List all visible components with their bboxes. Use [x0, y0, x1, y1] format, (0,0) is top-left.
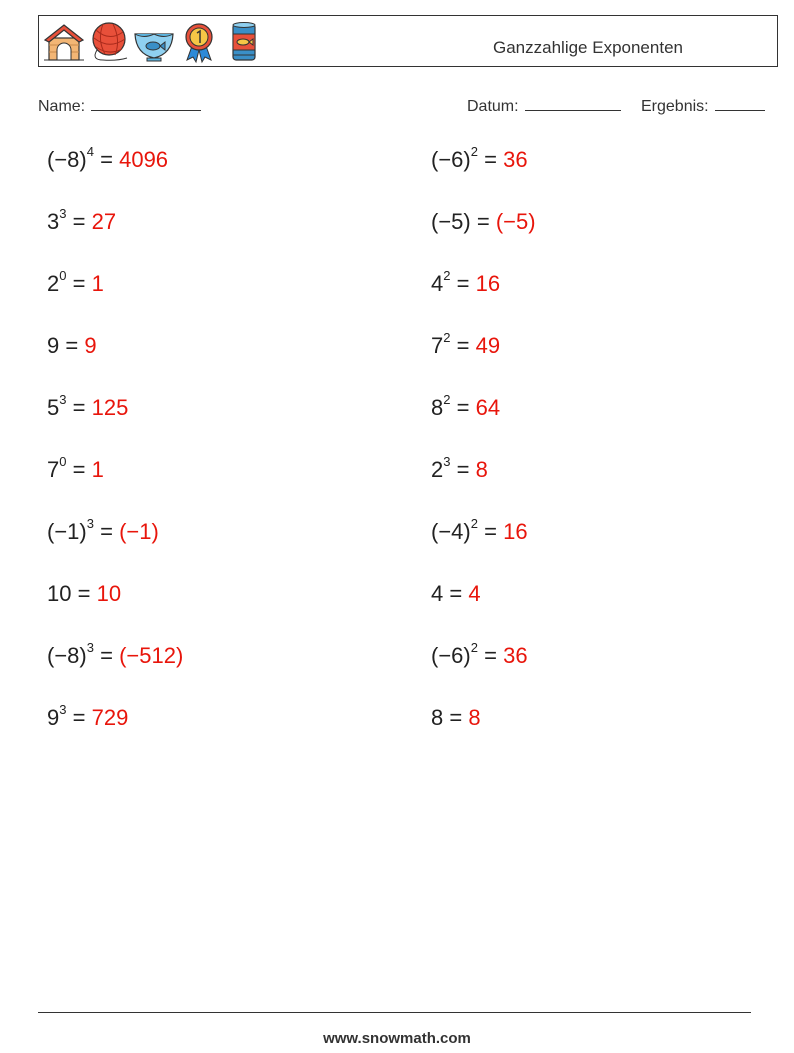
problem-exponent: 2 — [470, 144, 478, 159]
date-field[interactable] — [467, 95, 621, 116]
problem-base: (−8) — [47, 643, 87, 668]
problem-base: 7 — [431, 333, 444, 358]
problem-answer: 27 — [91, 209, 117, 234]
problem-item — [431, 392, 501, 421]
problem-item — [431, 640, 528, 669]
problem-base: 9 — [47, 333, 60, 358]
problem-answer: 49 — [475, 333, 501, 358]
problem-item — [47, 268, 104, 297]
problem-base: (−1) — [47, 519, 87, 544]
problem-item — [431, 209, 536, 235]
problem-item — [431, 330, 501, 359]
problem-exponent: 3 — [59, 206, 67, 221]
problem-answer: 36 — [503, 643, 528, 668]
problem-base: 8 — [431, 705, 444, 730]
equals-sign: = — [65, 333, 79, 358]
problem-answer: 125 — [91, 395, 129, 420]
score-blank[interactable] — [715, 95, 765, 111]
problem-item — [431, 516, 528, 545]
worksheet-title: Ganzzahlige Exponenten — [493, 38, 683, 57]
equals-sign: = — [456, 457, 470, 482]
problem-base: (−4) — [431, 519, 471, 544]
equals-sign: = — [100, 147, 113, 172]
name-blank[interactable] — [91, 95, 201, 111]
problem-item — [431, 268, 501, 297]
problem-item — [47, 454, 104, 483]
problem-base: (−6) — [431, 643, 471, 668]
problem-answer: (−5) — [495, 209, 536, 234]
dog-house-icon — [42, 20, 86, 64]
problem-exponent: 3 — [86, 516, 94, 531]
problem-exponent: 3 — [443, 454, 451, 469]
problem-item — [431, 454, 488, 483]
name-field[interactable] — [38, 95, 201, 116]
score-field[interactable] — [641, 95, 765, 116]
problem-item — [431, 705, 481, 731]
problem-exponent: 2 — [443, 268, 451, 283]
problem-answer: 4 — [468, 581, 481, 606]
problem-item — [431, 144, 528, 173]
equals-sign: = — [77, 581, 91, 606]
problem-answer: 8 — [468, 705, 481, 730]
problem-exponent: 4 — [86, 144, 94, 159]
problem-base: 7 — [47, 457, 60, 482]
problem-base: 5 — [47, 395, 60, 420]
equals-sign: = — [100, 643, 113, 668]
problem-answer: 1 — [91, 271, 104, 296]
problem-answer: 10 — [96, 581, 122, 606]
problem-base: 2 — [431, 457, 444, 482]
problem-base: 9 — [47, 705, 60, 730]
problem-exponent: 0 — [59, 268, 67, 283]
equals-sign: = — [484, 519, 497, 544]
equals-sign: = — [72, 271, 86, 296]
problem-base: 2 — [47, 271, 60, 296]
problem-answer: 64 — [475, 395, 501, 420]
problem-item — [47, 144, 169, 173]
problem-exponent: 3 — [86, 640, 94, 655]
problem-exponent: 3 — [59, 392, 67, 407]
footer-url: www.snowmath.com — [323, 1030, 471, 1047]
equals-sign: = — [476, 209, 490, 234]
equals-sign: = — [449, 581, 463, 606]
problem-item — [431, 581, 481, 607]
award-ribbon-icon — [177, 20, 221, 64]
problem-exponent: 3 — [59, 702, 67, 717]
problem-base: 3 — [47, 209, 60, 234]
date-label: Datum: — [467, 98, 519, 115]
equals-sign: = — [456, 271, 470, 296]
equals-sign: = — [484, 643, 497, 668]
problem-answer: 16 — [475, 271, 501, 296]
problem-answer: (−1) — [119, 519, 159, 544]
equals-sign: = — [484, 147, 497, 172]
problem-exponent: 0 — [59, 454, 67, 469]
equals-sign: = — [72, 209, 86, 234]
problem-exponent: 2 — [443, 330, 451, 345]
problem-item — [47, 516, 159, 545]
equals-sign: = — [449, 705, 463, 730]
fish-bowl-icon — [132, 20, 176, 64]
problem-answer: 8 — [475, 457, 488, 482]
problem-base: 8 — [431, 395, 444, 420]
problem-base: 4 — [431, 271, 444, 296]
problem-base: (−5) — [431, 209, 471, 234]
equals-sign: = — [72, 457, 86, 482]
worksheet-header — [38, 15, 778, 67]
problem-answer: 36 — [503, 147, 528, 172]
problem-answer: 729 — [91, 705, 129, 730]
problem-answer: 1 — [91, 457, 104, 482]
problem-item — [47, 392, 129, 421]
equals-sign: = — [100, 519, 113, 544]
problem-item — [47, 206, 117, 235]
name-label: Name: — [38, 98, 86, 115]
problem-base: (−8) — [47, 147, 87, 172]
problem-base: 4 — [431, 581, 444, 606]
yarn-ball-icon — [87, 20, 131, 64]
problem-exponent: 2 — [470, 516, 478, 531]
problem-item — [47, 702, 129, 731]
problem-base: (−6) — [431, 147, 471, 172]
problem-item — [47, 581, 121, 607]
score-label: Ergebnis: — [641, 98, 709, 115]
equals-sign: = — [456, 333, 470, 358]
problem-answer: 4096 — [119, 147, 169, 172]
problem-exponent: 2 — [443, 392, 451, 407]
header-icons — [42, 20, 267, 64]
footer-divider — [38, 1012, 751, 1013]
cat-food-can-icon — [222, 20, 266, 64]
problem-exponent: 2 — [470, 640, 478, 655]
equals-sign: = — [72, 705, 86, 730]
problem-answer: 9 — [84, 333, 97, 358]
problem-item — [47, 333, 97, 359]
problem-answer: (−512) — [119, 643, 184, 668]
problem-base: 10 — [47, 581, 72, 606]
problem-item — [47, 640, 184, 669]
problem-answer: 16 — [503, 519, 528, 544]
equals-sign: = — [72, 395, 86, 420]
equals-sign: = — [456, 395, 470, 420]
date-blank[interactable] — [525, 95, 621, 111]
